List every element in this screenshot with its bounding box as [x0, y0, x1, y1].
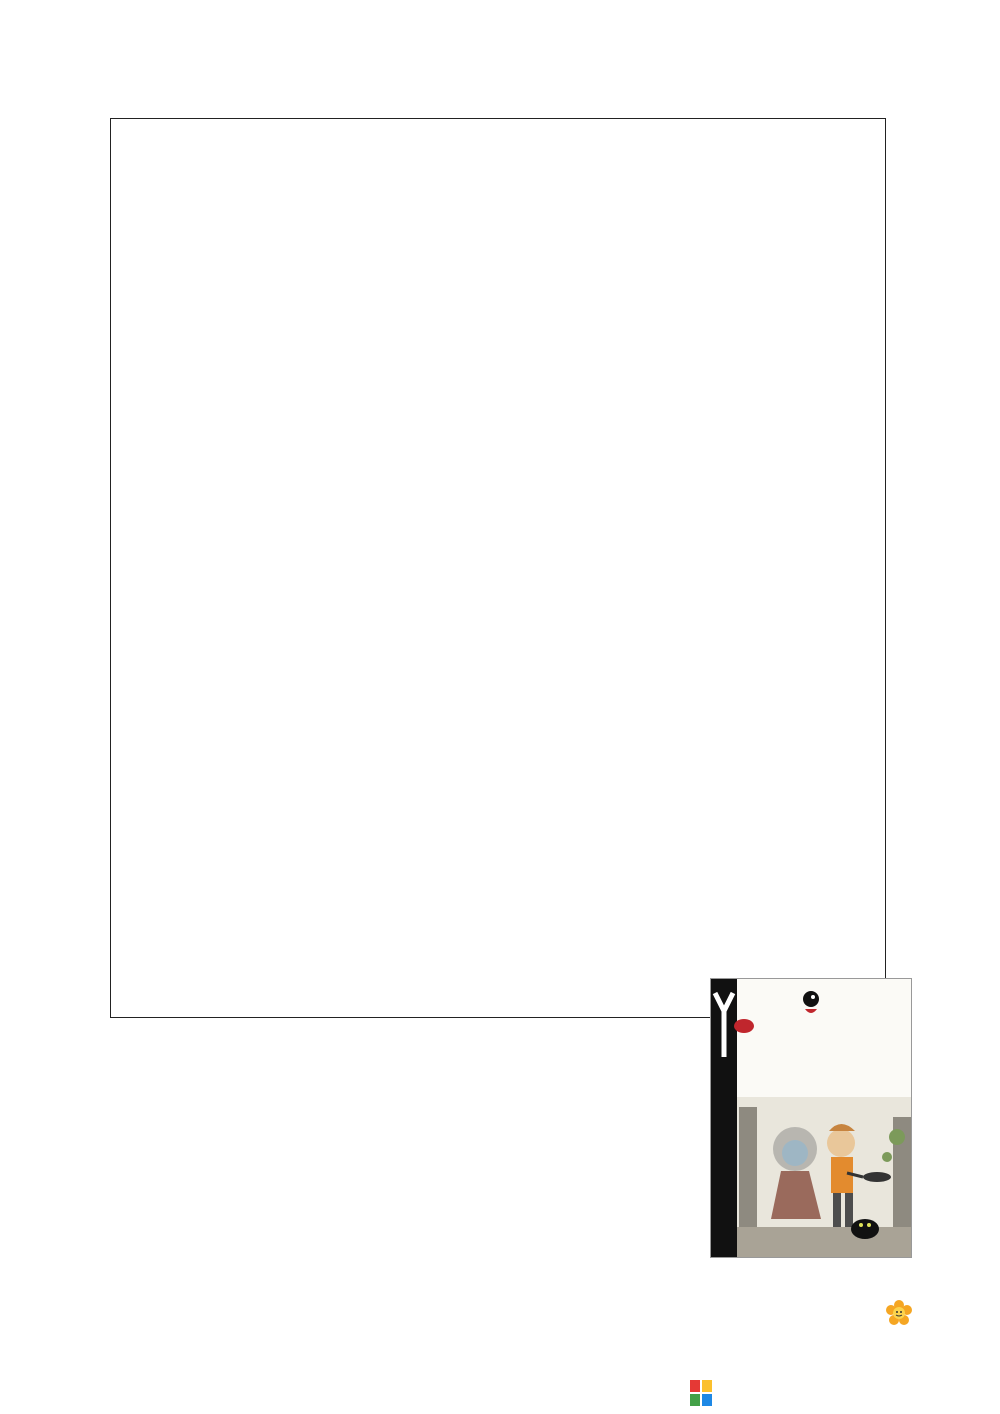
pencil-border-bottom	[36, 1352, 964, 1374]
story-text-box	[110, 118, 886, 1018]
red-blob-icon	[733, 1017, 755, 1035]
cover-illustration	[737, 1097, 912, 1258]
pencil-border-left	[36, 36, 58, 1374]
pencil-border-top	[36, 36, 964, 58]
liveworksheets-badge-icon	[690, 1380, 714, 1406]
merlin-bird-icon	[799, 987, 823, 1017]
pencil-border-right	[942, 36, 964, 1374]
book-cover-image	[710, 978, 912, 1258]
flower-icon	[886, 1300, 912, 1326]
liveworksheets-logo[interactable]	[690, 1376, 990, 1408]
